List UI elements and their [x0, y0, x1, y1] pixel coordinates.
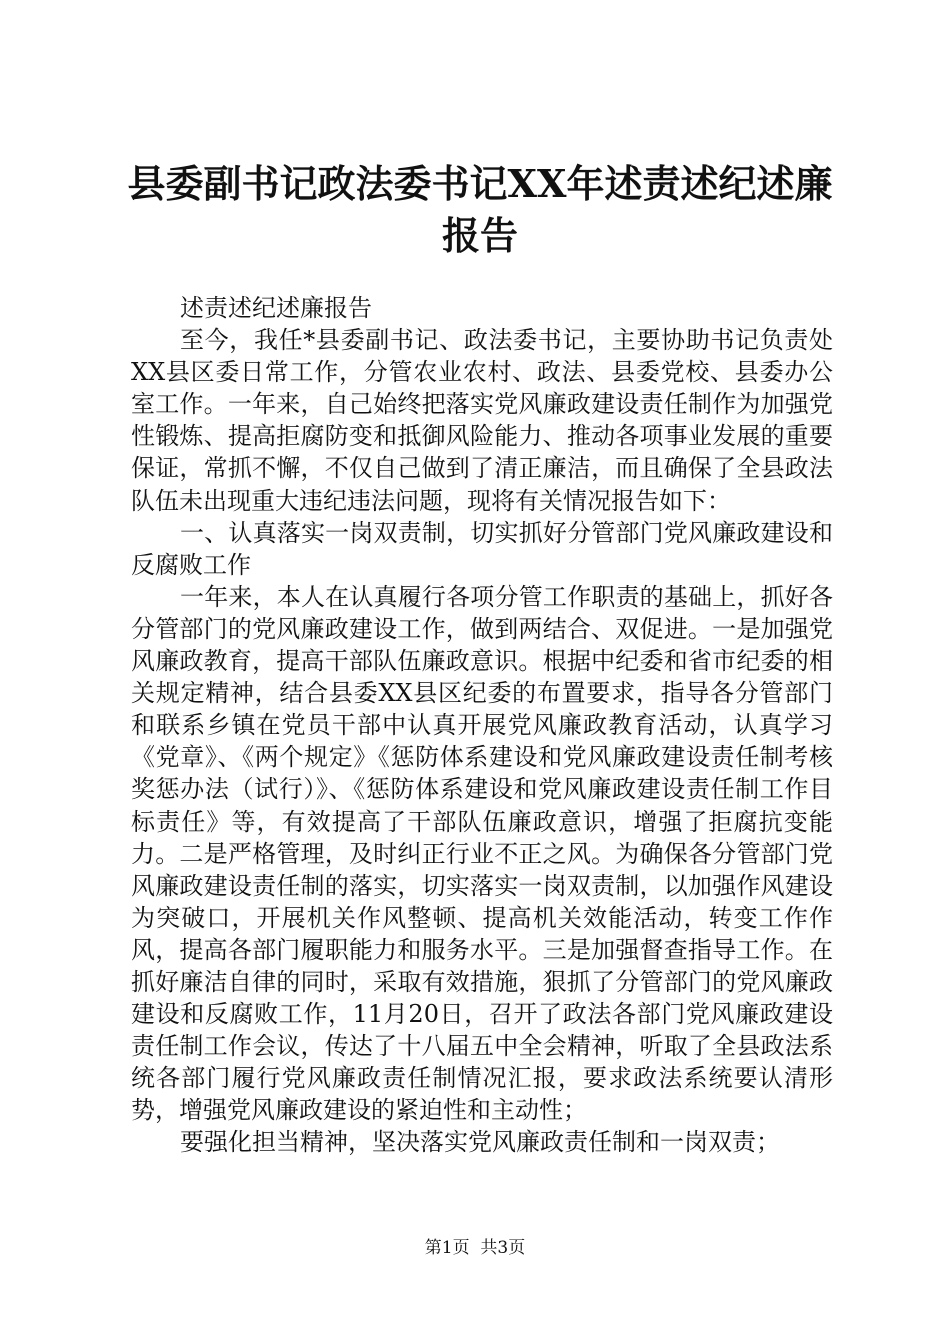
subtitle-paragraph: 述责述纪述廉报告 — [180, 294, 372, 322]
intro-paragraph: 至今，我任*县委副书记、政法委书记，主要协助书记负责处XX县区委日常工作，分管农业农村、政法、县委党校、县委办公室工作。一年来，自己始终把落实党风廉政建设责任制作为加强党性锻炼、提高拒腐防变和抵御风险能力、推动各项事业发展的重要保证，常抓不懈，不仅自己做到了清正廉洁，而且确保了全县政法队伍未出现重大违纪违法问题，现将有关情况报告如下： — [131, 326, 833, 515]
document-title: 县委副书记政法委书记XX年述责述纪述廉报告 — [127, 161, 833, 258]
page-number: 第1页 — [424, 1238, 470, 1258]
body-paragraph: 一年来，本人在认真履行各项分管工作职责的基础上，抓好各分管部门的党风廉政建设工作，做到两结合、双促进。一是加强党风廉政教育，提高干部队伍廉政意识。根据中纪委和省市纪委的相关规定精神，结合县委XX县区纪委的布置要求，指导各分管部门和联系乡镇在党员干部中认真开展党风廉政教育活动，认真学习《党章》、《两个规定》《惩防体系建设和党风廉政建设责任制考核奖惩办法（试行）》、《惩防体系建设和党风廉政建设责任制工作目标责任》等，有效提高了干部队伍廉政意识，增强了拒腐抗变能力。二是严格管理，及时纠正行业不正之风。为确保各分管部门党风廉政建设责任制的落实，切实落实一岗双责制，以加强作风建设为突破口，开展机关作风整顿、提高机关效能活动，转变工作作风，提高各部门履职能力和服务水平。三是加强督查指导工作。在抓好廉洁自律的同时，采取有效措施，狠抓了分管部门的党风廉政建设和反腐败工作，11月20日，召开了政法各部门党风廉政建设责任制工作会议，传达了十八届五中全会精神，听取了全县政法系统各部门履行党风廉政责任制情况汇报，要求政法系统要认清形势，增强党风廉政建设的紧迫性和主动性； — [131, 582, 833, 1125]
page-total: 共3页 — [480, 1238, 526, 1258]
body-paragraph-last: 要强化担当精神，坚决落实党风廉政责任制和一岗双责； — [180, 1128, 780, 1157]
section-heading-1: 一、认真落实一岗双责制，切实抓好分管部门党风廉政建设和反腐败工作 — [131, 518, 833, 579]
page-footer — [0, 1236, 950, 1260]
document-body — [131, 292, 833, 1159]
